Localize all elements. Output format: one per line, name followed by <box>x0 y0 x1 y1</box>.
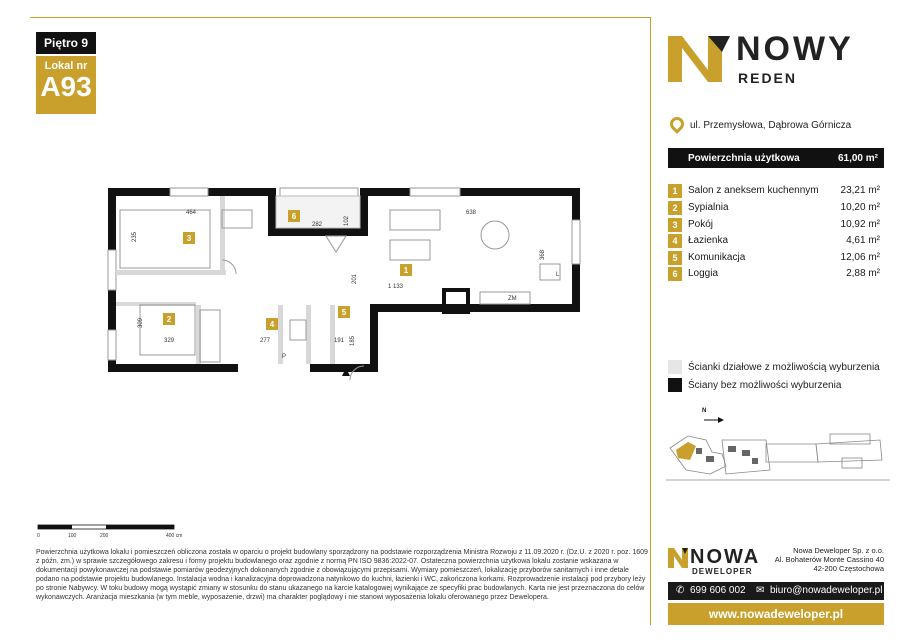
frame-top-line <box>30 17 650 18</box>
svg-text:3: 3 <box>186 234 192 243</box>
compass-letter: N <box>702 408 707 414</box>
room-row: 2 Sypialnia 10,20 m² <box>668 201 884 215</box>
company-address: Nowa Deweloper Sp. z o.o. Al. Bohaterów Monte Cassino 40 42-200 Częstochowa <box>774 546 884 573</box>
usable-area-bar <box>668 148 884 168</box>
dim-638: 638 <box>466 210 477 216</box>
legend-swatch-load-bearing <box>668 378 682 392</box>
floor-plan <box>100 180 590 380</box>
usable-area-value: 61,00 m² <box>837 153 878 164</box>
frame-divider-line <box>650 17 651 625</box>
unit-label: Lokal nr <box>44 60 88 72</box>
usable-area-label: Powierzchnia użytkowa <box>688 153 800 164</box>
label-zm: ZM <box>508 296 517 302</box>
nowy-reden-logo-icon <box>668 32 730 84</box>
phone-icon: ✆ <box>676 585 685 596</box>
floor-tag: Piętro 9 <box>36 32 96 54</box>
svg-text:2: 2 <box>166 315 172 324</box>
room-row: 3 Pokój 10,92 m² <box>668 218 884 232</box>
disclaimer-text: Powierzchnia użytkowa lokalu i pomieszczeń obliczona została w oparciu o projekt budowlany sporządzony na podstawie rozporządzenia Ministra Rozwoju z 11.09.2020 r. (Dz.U. z 2020 r. poz. 1609 z późn. zm.) w sprawie szczegółowego zakresu i formy projektu budowlanego oraz zgodnie z normą PN ISO 9836:2022-07. Ostateczna powierzchnia użytkowa lokalu zostanie wskazana w dokumentacji powykonawczej na podstawie pomiarów geodezyjnych dokonanych zgodnie z obowiązującymi przepisami. Wymiary pomieszczeń, lokalizację przyborów sanitarnych i inne detale podano na podstawie projektu budowlanego. Instalacja wodna i kanalizacyjna doprowadzona natynkowo do kuchni, łazienki i WC, zakończona korkami. Rozprowadzenie instalacji pod przybory leży po stronie Nabywcy. W toku budowy mogą wystąpić zmiany w stosunku do stanu ukazanego na karcie katalogowej wynikające ze specyfiki prac budowlanych. Karta nie jest przeznaczona do celów wykonawczych. Aranżacja mieszkania (w tym meble, wyposażenie, drzwi) ma charakter poglądowy i nie stanowi wyposażenia lokalu oferowanego przez Dewelopera. <box>36 549 648 601</box>
dim-1133: 1 133 <box>388 284 404 290</box>
legend-load-bearing-text: Ściany bez możliwości wyburzenia <box>688 380 842 391</box>
scale-bar <box>36 522 186 542</box>
developer-logo-subtext: DEWELOPER <box>692 567 753 576</box>
unit-number: A93 <box>40 71 92 102</box>
phone-number[interactable]: 699 606 002 <box>690 585 746 596</box>
dim-191: 191 <box>334 338 345 344</box>
dim-235: 235 <box>132 231 138 242</box>
building-highlight <box>676 442 696 460</box>
nowa-deweloper-logo-icon <box>668 546 688 570</box>
dim-464: 464 <box>186 210 197 216</box>
scale-tick-200: 200 <box>100 533 109 539</box>
svg-text:5: 5 <box>341 308 347 317</box>
dim-201: 201 <box>352 273 358 284</box>
dim-309: 309 <box>138 317 144 328</box>
contact-bar <box>668 582 884 600</box>
dim-102: 102 <box>344 215 350 226</box>
site-map <box>666 400 890 488</box>
unit-number-box <box>36 56 96 114</box>
svg-text:6: 6 <box>291 212 297 221</box>
label-l: L <box>556 272 560 278</box>
room-row: 1 Salon z aneksem kuchennym 23,21 m² <box>668 184 884 198</box>
website-link[interactable]: www.nowadeweloper.pl <box>668 603 884 625</box>
location-pin-icon <box>667 114 687 134</box>
label-p: P <box>282 354 287 360</box>
dim-185: 185 <box>350 335 356 346</box>
room-row: 4 Łazienka 4,61 m² <box>668 234 884 248</box>
email-link[interactable]: biuro@nowadeweloper.pl <box>770 585 883 596</box>
svg-text:1: 1 <box>403 266 409 275</box>
brand-subname: REDEN <box>738 70 798 86</box>
legend-partition-text: Ścianki działowe z możliwością wyburzenia <box>688 362 880 373</box>
scale-tick-0: 0 <box>37 533 40 539</box>
brand-name: NOWY <box>736 30 854 68</box>
developer-logo-text: NOWA <box>690 546 761 568</box>
dim-329: 329 <box>164 338 175 344</box>
room-row: 5 Komunikacja 12,06 m² <box>668 251 884 265</box>
dim-368: 368 <box>540 249 546 260</box>
legend-swatch-partition <box>668 360 682 374</box>
dim-282: 282 <box>312 222 323 228</box>
svg-text:4: 4 <box>269 320 275 329</box>
address: ul. Przemysłowa, Dąbrowa Górnicza <box>690 120 852 131</box>
dim-277: 277 <box>260 338 271 344</box>
scale-tick-100: 100 <box>68 533 77 539</box>
email-icon: ✉ <box>756 585 765 596</box>
room-row: 6 Loggia 2,88 m² <box>668 267 884 281</box>
scale-tick-400: 400 cm <box>166 533 183 539</box>
